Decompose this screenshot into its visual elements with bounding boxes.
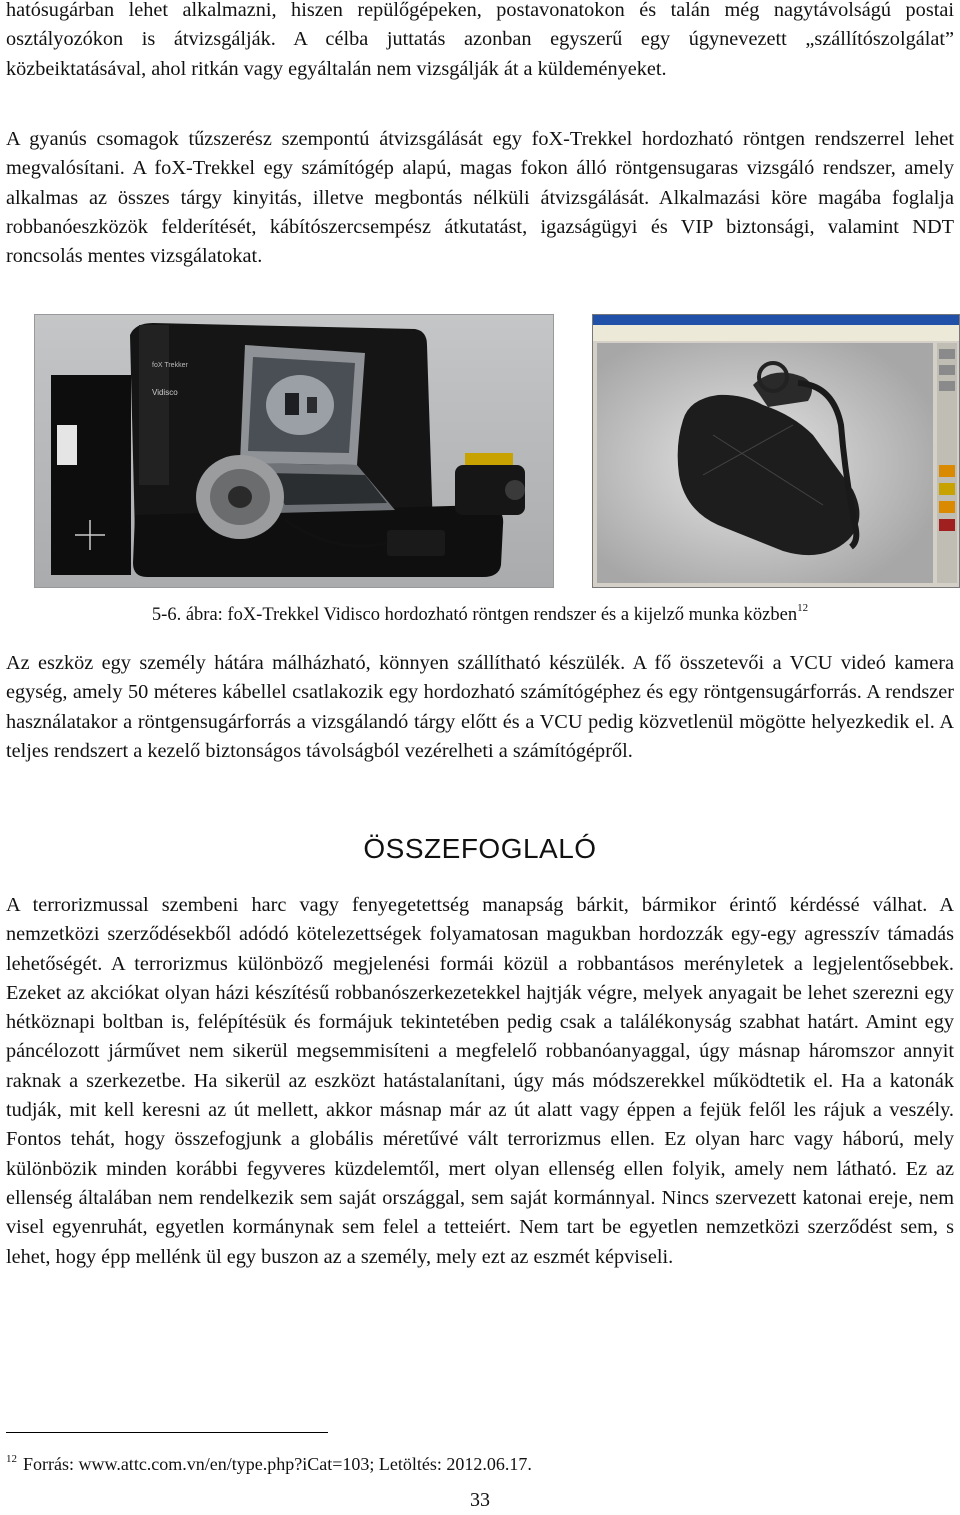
footnote-text: Forrás: www.attc.com.vn/en/type.php?iCat=103; Letöltés: 2012.06.17. — [23, 1454, 532, 1474]
paragraph-foxtrekker: A gyanús csomagok tűzszerész szempontú átvizsgálását egy foX-Trekkel hordozható röntgen rendszerrel lehet megvalósítani. A foX-Trekkel egy számítógép alapú, magas fokon álló röntgensugaras vizsgáló rendszer, amely alkalmas az összes tárgy kinyitás, illetve megbontás nélküli átvizsgálását. Alkalmazási köre magába foglalja robbanóeszközök felderítését, kábítószercsempész átkutatást, igazságügyi és VIP biztonsági, valamint NDT roncsolás mentes vizsgálatokat. — [6, 128, 954, 268]
paragraph-device-description: Az eszköz egy személy hátára málházható, könnyen szállítható készülék. A fő összetevői a VCU videó kamera egység, amely 50 méteres kábellel csatlakozik egy hordozható számítógéphez és egy röntgensugárforrás. A rendszer használatakor a röntgensugárforrás a vizsgálandó tárgy előtt és a VCU pedig közvetlenül mögötte helyezkedik el. A teljes rendszert a kezelő biztonságos távolságból vezérelheti a számítógépről. — [6, 652, 954, 762]
xray-display-screenshot — [592, 314, 960, 588]
equipment-photo — [34, 314, 554, 588]
paragraph-summary: A terrorizmussal szembeni harc vagy fenyegetettség manapság bárkit, bármikor érintő kérdéssé válhat. A nemzetközi szerződésekből adódó kötelezettségek folyamatosan magukban hordozzák egy-egy agresszív támadás lehetőségét. A terrorizmus különböző megjelenési formái közül a robbantásos merényletek a legjelentősebbek. Ezeket az akciókat olyan házi készítésű robbanószerkezetekkel hajtják végre, melyek anyagait be lehet szerezni egy hétköznapi boltban is, felépítésük és formájuk tekintetében pedig csak a találékonyság szabhat határt. Amint egy páncélozott járművet nem sikerül megsemmisíteni a megfelelő robbanóanyaggal, úgy másnap háromszor annyit raknak a szerkezetbe. Ha sikerül az eszközt hatástalanítani, úgy más módszerekkel működtetik el. Ha a katonák tudják, mit kell keresni az út mellett, akkor másnap már az út alatt vagy éppen a fejük felől les rájuk a veszély. Fontos tehát, hogy összefogjunk a globális méretűvé vált terrorizmus ellen. Ez olyan harc vagy háború, mely különbözik minden korábbi fegyveres küzdelemtől, mert olyan ellenség ellen folyik, amely nem látható. Ez az ellenség általában nem rendelkezik sem saját országgal, sem saját kormánnyal. Nincs szervezett katonai ereje, nem visel egyenruhát, egyetlen kormánynak sem felel a tetteiért. Nem tart be egyetlen nemzetközi szerződést sem, s lehet, hogy épp mellénk ül egy buszon az a személy, mely ezt az eszmét képviseli. — [6, 894, 954, 1268]
equipment-illustration — [35, 315, 553, 587]
footnote — [6, 1447, 532, 1476]
footnote-number: 12 — [6, 1453, 17, 1465]
footnote-reference[interactable]: 12 — [797, 602, 809, 614]
figure-caption — [6, 596, 954, 627]
section-heading-summary: ÖSSZEFOGLALÓ — [363, 833, 597, 864]
figure-pair — [34, 314, 960, 586]
case-label: foX Trekker — [152, 362, 188, 369]
paragraph-intro: hatósugárban lehet alkalmazni, hiszen repülőgépeken, postavonatokon és talán még nagytávolságú postai osztályozókon is átvizsgálják. A célba juttatás azonban egyszerű egy úgynevezett „szállítószolgálat” közbeiktatásával, ahol ritkán vagy egyáltalán nem vizsgálják át a küldeményeket. — [6, 0, 954, 80]
xray-illustration — [593, 315, 959, 587]
figure-caption-text: 5-6. ábra: foX-Trekkel Vidisco hordozható röntgen rendszer és a kijelző munka közben — [151, 605, 798, 625]
footnote-divider — [6, 1432, 328, 1433]
brand-label: Vidisco — [152, 388, 178, 397]
page-number: 33 — [470, 1489, 490, 1511]
